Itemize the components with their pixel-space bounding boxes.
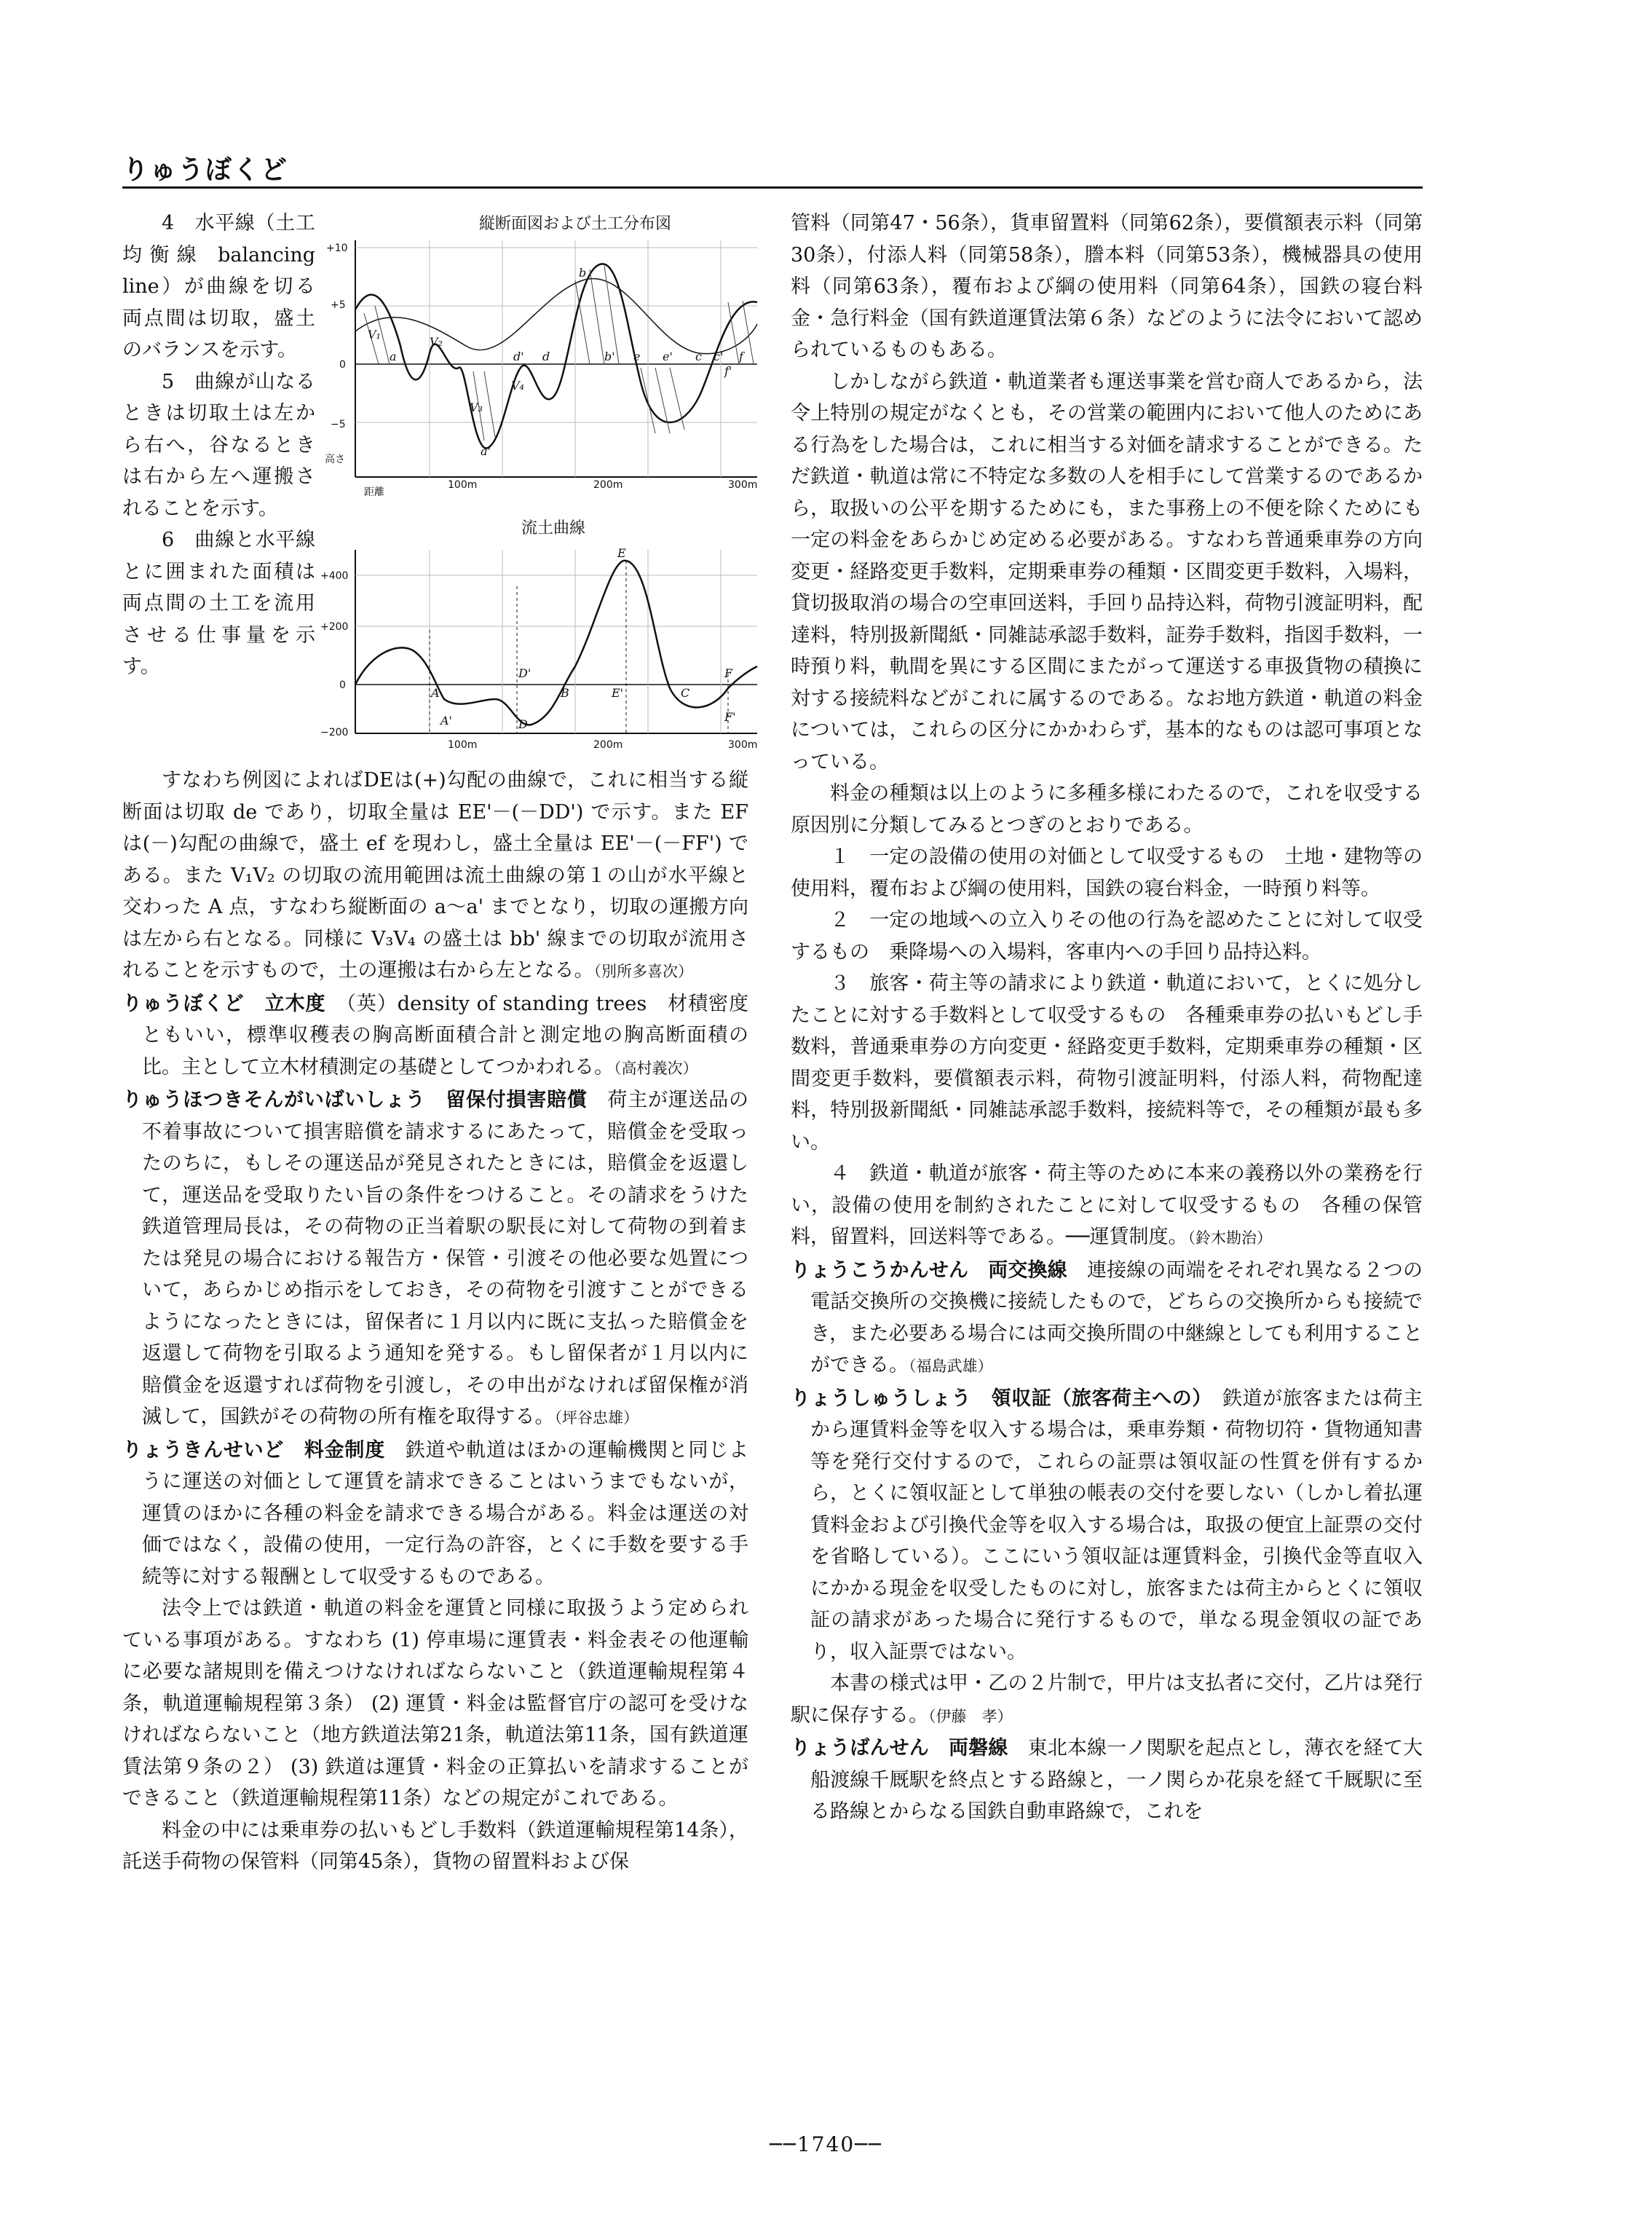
paragraph: 料金の中には乗車券の払いもどし手数料（鉄道運輸規程第14条），託送手荷物の保管料（同第45条），貨物の留置料および保 <box>122 1818 748 1873</box>
entry-body: （英）density of standing trees 材積密度ともいい，標準収穫表の胸高断面積合計と測定地の胸高断面積の比。主として立木材積測定の基礎としてつかわれる。 <box>142 992 748 1079</box>
xtick-bottom-0: 100m <box>448 739 478 750</box>
paragraph <box>122 765 748 988</box>
profile-label-b: b <box>579 266 587 280</box>
paragraph: しかしながら鉄道・軌道業者も運送事業を営む商人であるから，法令上特別の規定がなくとも，その営業の範囲内において他人のためにある行為をした場合は，これに相当する対価を請求することができる。ただ鉄道・軌道は常に不特定な多数の人を相手にして営業するのであるから，取扱いの公平を期するためにも，また事務上の不便を除くためにも一定の料金をあらかじめ定める必要がある。すなわち普通乗車券の方向変更・経路変更手数料，定期乗車券の種類・区間変更手数料，入場料，貸切扱取消の場合の空車回送料，手回り品持込料，荷物引渡証明料，配達料，特別扱新聞紙・同雑誌承認手数料，証券手数料，指図手数料，一時預り料，軌間を異にする区間にまたがって運送する車扱貨物の積換に対する接続料などがこれに属するのである。なお地方鉄道・軌道の料金については，これらの区分にかかわらず，基本的なものは認可事項となっている。 <box>791 370 1423 773</box>
profile-label-a-prime: a' <box>481 444 491 458</box>
author-signature: （福島武雄） <box>909 1357 993 1375</box>
entry-body: 鉄道が旅客または荷主から運賃料金等を収入する場合は，乗車券類・荷物切符・貨物通知書等を発行交付するので，これらの証票は領収証の性質を併有するから，とくに領収証として単独の帳表の交付を要しない（しかし着払運賃料金および引換代金等を収入する場合は，取扱の便宜上証票の交付を省略している）。ここにいう領収証は運賃料金，引換代金等直収入にかかる現金を収受したものに対し，旅客または荷主からとくに領収証の請求があった場合に発行するもので，単なる現金領収の証であり，収入証票ではない。 <box>810 1387 1423 1663</box>
xtick-bottom-2: 300m <box>728 739 758 750</box>
profile-label-d-prime: d' <box>513 350 524 363</box>
author-signature: （高村義次） <box>614 1059 698 1077</box>
side-note-4: 4 水平線（土工均衡線 balancing line）が曲線を切る両点間は切取，盛土のバランスを示す。 <box>122 212 315 361</box>
left-column <box>122 765 748 1878</box>
mass-label-a: A <box>431 686 440 700</box>
entry-headword: りょうきんせいど 料金制度 <box>122 1438 385 1462</box>
profile-figure <box>320 237 772 499</box>
ytick-bottom-2: 0 <box>339 679 346 691</box>
paragraph: 料金の種類は以上のように多種多様にわたるので，これを収受する原因別に分類してみるとつぎのとおりである。 <box>791 782 1423 837</box>
entry-ryuhotsuki <box>122 1084 748 1435</box>
paragraph-text: 本書の様式は甲・乙の２片制で，甲片は支払者に交付，乙片は発行駅に保存する。 <box>791 1672 1423 1727</box>
profile-label-e: e <box>633 350 641 363</box>
entry-headword: りゅうほつきそんがいばいしょう 留保付損害賠償 <box>122 1089 588 1111</box>
mass-label-b: B <box>561 686 569 700</box>
entry-ryuboku-do <box>122 988 748 1085</box>
profile-label-a: a <box>390 350 397 363</box>
mass-label-f: F <box>724 666 733 680</box>
xtick-top-1: 200m <box>593 479 623 491</box>
entry-body: 鉄道や軌道はほかの運輸機関と同じように運送の対価として運賃を請求できることはいうまでもないが，運賃のほかに各種の料金を請求できる場合がある。料金は運送の対価ではなく，設備の使用，一定行為の許容，とくに手数を要する手続等に対する報酬として収受するものである。 <box>142 1438 749 1588</box>
ytick-bottom-3: −200 <box>320 727 349 738</box>
entry-ryokokansen <box>791 1255 1423 1383</box>
figure-title-profile: 縦断面図および土工分布図 <box>478 215 671 233</box>
paragraph: 管料（同第47・56条），貨車留置料（同第62条），要償額表示料（同第30条），付添人料（同第58条），謄本料（同第53条），機械器具の使用料（同第63条），覆布および綱の使用料（同第64条），国鉄の寝台料金・急行料金（国有鉄道運賃法第６条）などのように法令において認められているものもある。 <box>791 212 1423 361</box>
list-item: ２ 一定の地域への立入りその他の行為を認めたことに対して収受するもの 乗降場への入場料，客車内への手回り品持込料。 <box>791 909 1423 963</box>
entry-headword: りゅうぼくど 立木度 <box>122 992 326 1015</box>
ytick-top-2: 0 <box>339 359 346 371</box>
author-signature: （鈴木勘治） <box>1187 1229 1273 1247</box>
profile-label-f-prime: f' <box>724 364 732 378</box>
profile-label-e-prime: e' <box>663 350 673 363</box>
entry-body: 荷主が運送品の不着事故について損害賠償を請求するにあたって，賠償金を受取ったのちに，もしその運送品が発見されたときには，賠償金を返還して，運送品を受取りたい旨の条件をつけること。その請求をうけた鉄道管理局長は，その荷物の正当着駅の駅長に対して荷物の到着または発見の場合における報告方・保管・引渡その他必要な処置について，あらかじめ指示をしておき，その荷物を引渡すことができるようになったときには，留保者に１月以内に既に支払った賠償金を返還して荷物を引取るよう通知を発する。もし留保者が１月以内に賠償金を返還すれば荷物を引渡し，その申出がなければ留保権が消滅して，国鉄がその荷物の所有権を取得する。 <box>142 1089 749 1428</box>
mass-curve-figure <box>320 543 772 750</box>
ytick-bottom-1: +200 <box>320 621 349 633</box>
mass-label-d-prime: D' <box>518 666 531 680</box>
author-signature: （別所多喜次） <box>593 963 693 980</box>
profile-label-c-prime: c' <box>714 350 724 363</box>
profile-label-b-prime: b' <box>604 350 615 363</box>
ytick-bottom-0: +400 <box>320 570 349 582</box>
right-column <box>791 208 1423 1828</box>
profile-label-f: f <box>739 350 743 363</box>
paragraph-text: ４ 鉄道・軌道が旅客・荷主等のために本来の義務以外の業務を行い，設備の使用を制約されたことに対して収受するもの 各種の保管料，留置料，回送料等である。──運賃制度。 <box>791 1162 1423 1248</box>
mass-label-e-prime: E' <box>612 686 624 700</box>
entry-body: 連接線の両端をそれぞれ異なる２つの電話交換所の交換機に接続したもので，どちらの交換所からも接続でき，また必要ある場合には両交換所間の中継線としても利用することができる。 <box>810 1258 1423 1376</box>
mass-label-a-prime: A' <box>440 714 452 728</box>
profile-label-v4: V₄ <box>511 379 524 393</box>
mass-label-f-prime: F' <box>724 710 736 724</box>
ylabel-top: 高さ <box>325 454 345 465</box>
list-item: ３ 旅客・荷主等の請求により鉄道・軌道において，とくに処分したことに対する手数料として収受するもの 各種乗車券の払いもどし手数料，普通乗車券の方向変更・経路変更手数料，定期乗車券の種類・区間変更手数料，要償額表示料，荷物引渡証明料，付添人料，荷物配達料，特別扱新聞紙・同雑誌承認手数料，接続料等で，その種類が最も多い。 <box>791 972 1423 1154</box>
entry-ryokin-seido <box>122 1435 748 1593</box>
profile-label-v3: V₃ <box>470 401 483 414</box>
figure-title-mass-curve: 流土曲線 <box>521 519 585 537</box>
entry-headword: りょうこうかんせん 両交換線 <box>791 1258 1067 1282</box>
profile-label-v2: V₂ <box>430 335 443 349</box>
ytick-top-3: −5 <box>331 419 346 430</box>
entry-headword: りょうしゅうしょう 領収証（旅客荷主への） <box>791 1387 1203 1410</box>
list-item <box>791 1158 1423 1255</box>
ytick-top-0: +10 <box>326 243 348 254</box>
figure-side-notes <box>122 208 315 683</box>
xtick-top-0: 100m <box>448 479 478 491</box>
page-number: ──1740── <box>770 2132 882 2156</box>
side-note-6: 6 曲線と水平線とに囲まれた面積は両点間の土工を流用させる仕事量を示す。 <box>122 529 315 678</box>
profile-label-c: c <box>695 350 702 363</box>
mass-label-e: E <box>617 546 626 560</box>
side-note-5: 5 曲線が山なるときは切取土は左から右へ，谷なるときは右から左へ運搬されることを示す。 <box>122 370 315 520</box>
xtick-top-2: 300m <box>728 479 758 491</box>
paragraph-text: すなわち例図によればDEは(+)勾配の曲線で，これに相当する縦断面は切取 de であり，切取全量は EE'－(－DD') で示す。また EF は(－)勾配の曲線で，盛土 ef を現わし，盛土全量は EE'－(－FF') である。また V₁V₂ の切取の流用範囲は流土曲線の第１の山が水平線と交わった A 点，すなわち縦断面の a～a' までとなり，切取の運搬方向は左から右となる。同様に V₃V₄ の盛土は bb' 線までの切取が流用されることを示すもので，土の運搬は右から左となる。 <box>122 769 748 982</box>
running-header: りゅうぼくど <box>122 155 289 185</box>
xlabel-top: 距離 <box>364 486 384 498</box>
mass-label-c: C <box>681 686 690 700</box>
author-signature: （伊藤 孝） <box>928 1707 1013 1725</box>
profile-label-v1: V₁ <box>368 328 381 342</box>
xtick-bottom-1: 200m <box>593 739 623 750</box>
author-signature: （坪谷忠雄） <box>554 1409 639 1427</box>
mass-label-d: D <box>518 717 528 731</box>
paragraph <box>791 1668 1423 1733</box>
profile-label-d: d <box>542 350 550 363</box>
entry-headword: りょうばんせん 両磐線 <box>791 1737 1008 1759</box>
entry-ryoshusho <box>791 1383 1423 1668</box>
header-rule <box>122 186 1423 189</box>
ytick-top-1: +5 <box>331 299 346 311</box>
list-item: １ 一定の設備の使用の対価として収受するもの 土地・建物等の使用料，覆布および綱の使用料，国鉄の寝台料金，一時預り料等。 <box>791 846 1423 900</box>
entry-ryobansen <box>791 1733 1423 1828</box>
paragraph: 法令上では鉄道・軌道の料金を運賃と同様に取扱うよう定められている事項がある。すなわち (1) 停車場に運賃表・料金表その他運輸に必要な諸規則を備えつけなければならないこと（鉄道運輸規程第４条，軌道運輸規程第３条） (2) 運賃・料金は監督官庁の認可を受けなければならないこと（地方鉄道法第21条，軌道法第11条，国有鉄道運賃法第９条の２） (3) 鉄道は運賃・料金の正算払いを請求することができること（鉄道運輸規程第11条）などの規定がこれである。 <box>122 1597 748 1810</box>
entry-body: 東北本線一ノ関駅を起点とし，薄衣を経て大船渡線千厩駅を終点とする路線と，一ノ関らか花泉を経て千厩駅に至る路線とからなる国鉄自動車路線で，これを <box>810 1737 1423 1823</box>
